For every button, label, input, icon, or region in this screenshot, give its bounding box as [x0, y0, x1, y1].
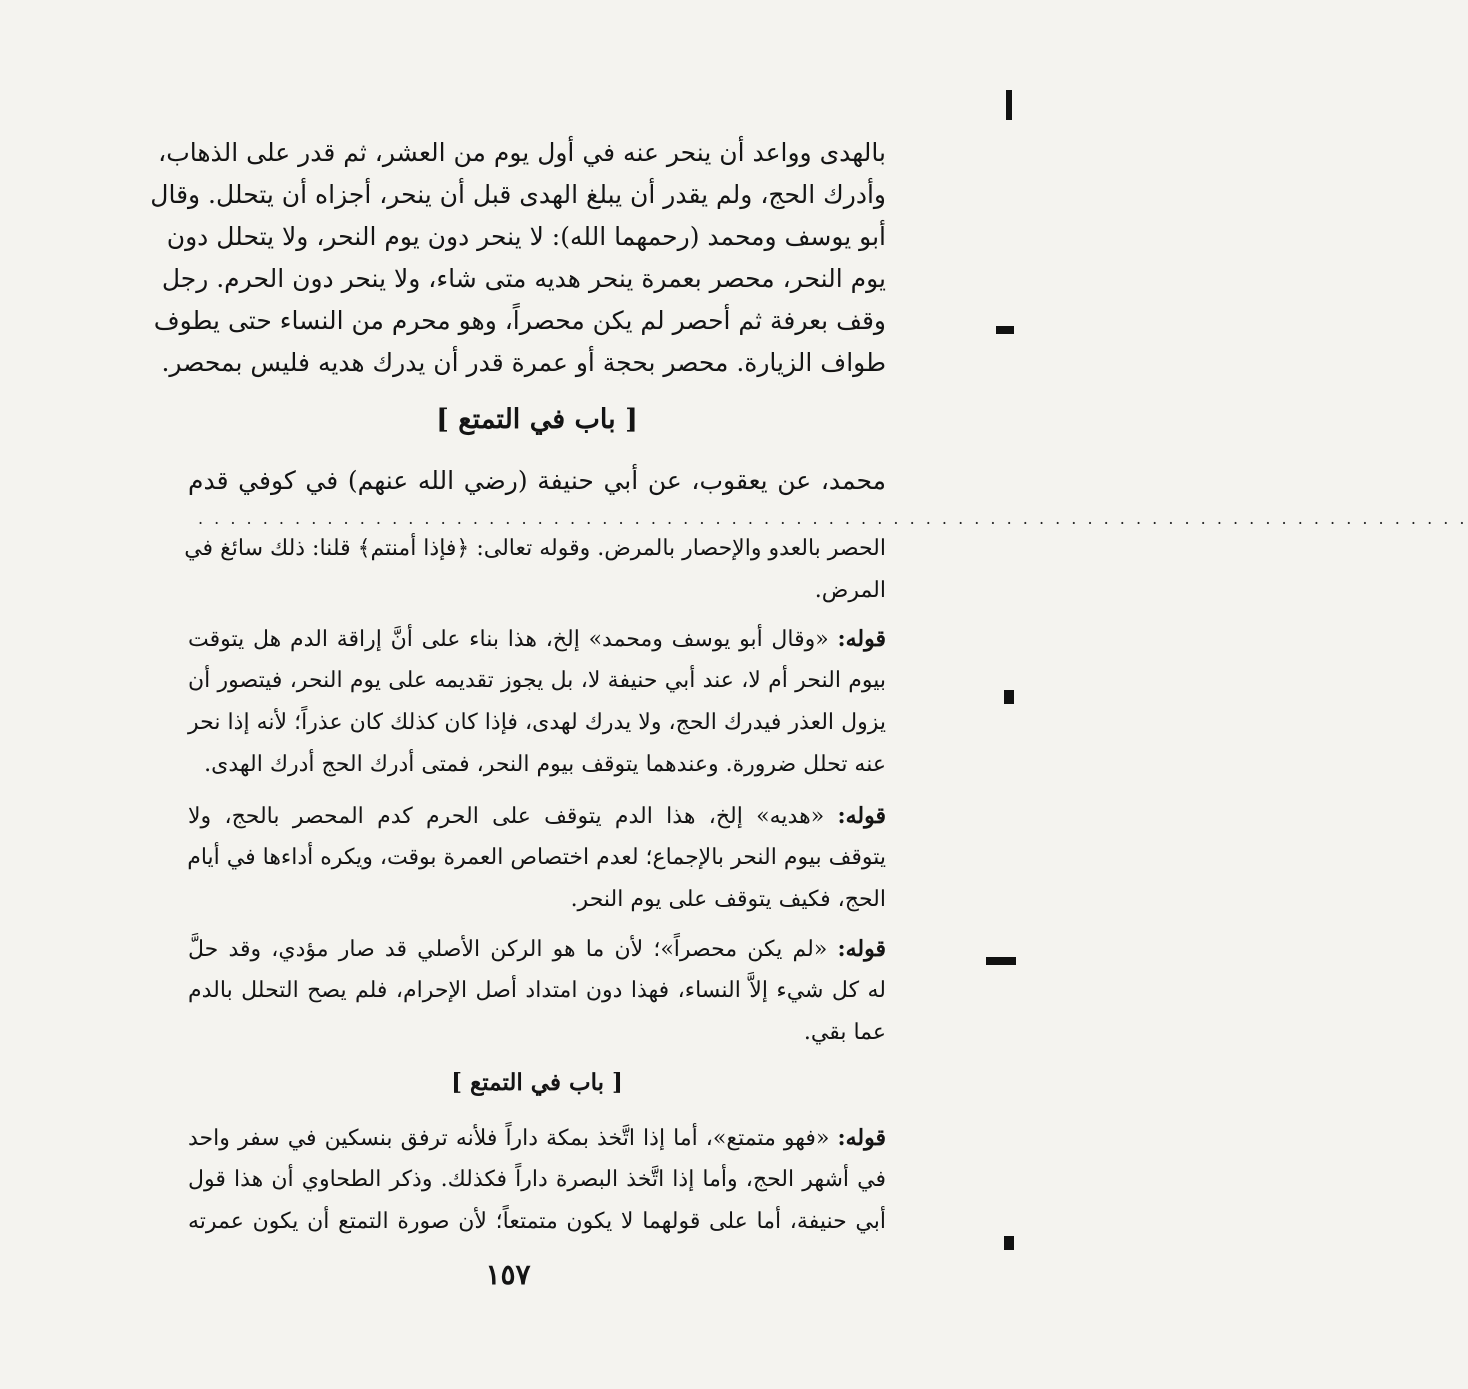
commentary-paragraph	[188, 928, 886, 1054]
commentary-line: عما بقي.	[803, 1020, 886, 1045]
commentary-paragraph	[188, 618, 886, 786]
commentary-line-text: «وقال أبو يوسف ومحمد» إلخ، هذا بناء على أنَّ إراقة الدم هل يتوقت	[188, 627, 829, 652]
scan-edge-mark	[986, 957, 1016, 965]
main-text-block-2	[188, 460, 886, 502]
dotted-separator: . . . . . . . . . . . . . . . . . . . . . . . . . . . . . . . . . . . . . . . . . . . . . . . . . . . . . . . . . . . . . . . . . . . . . . . . . . . . . . .	[198, 509, 1468, 528]
commentary-line-text: «فهو متمتع»، أما إذا اتَّخذ بمكة داراً فلأنه ترفق بنسكين في سفر واحد	[188, 1126, 830, 1151]
main-text-line: بالهدى وواعد أن ينحر عنه في أول يوم من العشر، ثم قدر على الذهاب،	[158, 138, 886, 167]
commentary-line	[188, 1117, 886, 1159]
scan-edge-mark	[1004, 1236, 1014, 1250]
commentary-line	[188, 618, 886, 660]
commentary-section-heading: [ باب في التمتع ]	[451, 1069, 623, 1096]
main-text-block	[150, 132, 886, 384]
commentary-line: عنه تحلل ضرورة. وعندهما يتوقف بيوم النحر، فمتى أدرك الحج أدرك الهدى.	[204, 752, 886, 777]
commentary-line	[188, 928, 886, 970]
commentary-line-text: «لم يكن محصراً»؛ لأن ما هو الركن الأصلي قد صار مؤدي، وقد حلَّ	[188, 937, 828, 962]
commentary-line: يتوقف بيوم النحر بالإجماع؛ لعدم اختصاص العمرة بوقت، ويكره أداءها في أيام	[187, 845, 886, 870]
main-text-line: أبو يوسف ومحمد (رحمهما الله): لا ينحر دون يوم النحر، ولا يتحلل دون	[166, 222, 886, 251]
main-text-line: طواف الزيارة. محصر بحجة أو عمرة قدر أن يدرك هديه فليس بمحصر.	[161, 348, 886, 377]
commentary-line: المرض.	[814, 578, 886, 603]
commentary-line: بيوم النحر أم لا، عند أبي حنيفة لا، بل يجوز تقديمه على يوم النحر، فيتصور أن	[188, 668, 886, 693]
commentary-line: الحج، فكيف يتوقف على يوم النحر.	[570, 887, 886, 912]
commentary-line: الحصر بالعدو والإحصار بالمرض. وقوله تعالى: ﴿فإذا أمنتم﴾ قلنا: ذلك سائغ في	[184, 536, 886, 561]
commentary-line: يزول العذر فيدرك الحج، ولا يدرك لهدى، فإذا كان كذلك كان عذراً؛ لأنه إذا نحر	[188, 710, 886, 735]
main-text-line: وأدرك الحج، ولم يقدر أن يبلغ الهدى قبل أن ينحر، أجزاه أن يتحلل. وقال	[150, 180, 886, 209]
commentary-line: له كل شيء إلاَّ النساء، فهذا دون امتداد أصل الإحرام، فلم يصح التحلل بالدم	[188, 978, 886, 1003]
commentary-paragraph	[184, 528, 886, 612]
commentary-line	[188, 795, 886, 837]
section-heading: [ باب في التمتع ]	[436, 404, 638, 435]
main-text-line: وقف بعرفة ثم أحصر لم يكن محصراً، وهو محرم من النساء حتى يطوف	[153, 306, 886, 335]
commentary-line: في أشهر الحج، وأما إذا اتَّخذ البصرة داراً فكذلك. وذكر الطحاوي أن هذا قول	[188, 1167, 886, 1192]
commentary-line-text: «هديه» إلخ، هذا الدم يتوقف على الحرم كدم المحصر بالحج، ولا	[188, 804, 825, 829]
page-number: ١٥٧	[485, 1258, 531, 1291]
commentary-line: أبي حنيفة، أما على قولهما لا يكون متمتعاً؛ لأن صورة التمتع أن يكون عمرته	[188, 1209, 886, 1234]
commentary-lead: قوله:	[837, 1125, 886, 1151]
commentary-lead: قوله:	[837, 803, 886, 829]
main-text-line: يوم النحر، محصر بعمرة ينحر هديه متى شاء، ولا ينحر دون الحرم. رجل	[161, 264, 886, 293]
commentary-lead: قوله:	[837, 936, 886, 962]
main-text-line: محمد، عن يعقوب، عن أبي حنيفة (رضي الله عنهم) في كوفي قدم	[188, 466, 886, 495]
scan-edge-mark	[996, 326, 1014, 334]
scan-edge-mark	[1006, 90, 1012, 120]
commentary-paragraph	[188, 1117, 886, 1243]
scan-edge-mark	[1004, 690, 1014, 704]
commentary-paragraph	[188, 795, 886, 921]
commentary-lead: قوله:	[837, 626, 886, 652]
